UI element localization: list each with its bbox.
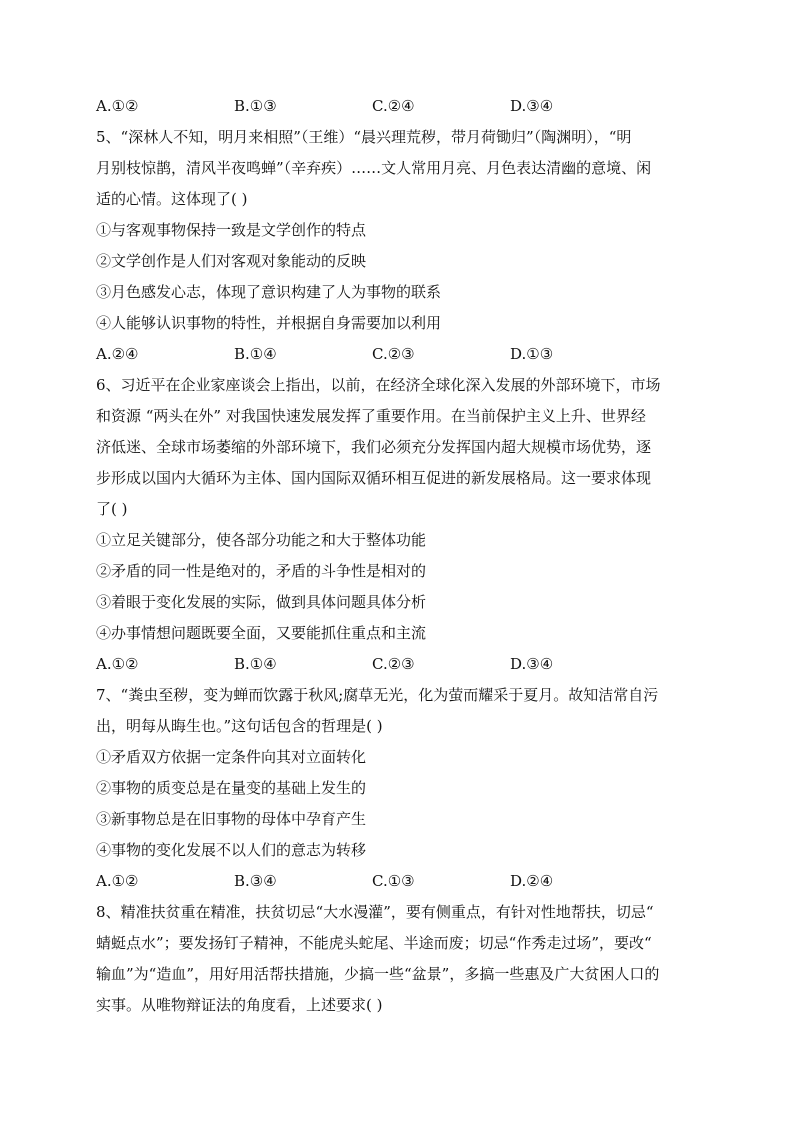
q5-option-a: A.②④: [96, 345, 139, 363]
q7-stem-line: 7、“粪虫至秽，变为蝉而饮露于秋风;腐草无光，化为萤而耀采于夏月。故知洁常自污: [96, 686, 659, 704]
q6-option-a: A.①②: [96, 655, 139, 673]
q7-statement: ①矛盾双方依据一定条件向其对立面转化: [96, 748, 367, 766]
q6-stem-line: 济低迷、全球市场萎缩的外部环境下，我们必须充分发挥国内超大规模市场优势，逐: [96, 438, 652, 456]
q7-statement: ②事物的质变总是在量变的基础上发生的: [96, 779, 367, 797]
q8-stem-line: 8、精准扶贫重在精准，扶贫切忌“大水漫灌”，要有侧重点，有针对性地帮扶，切忌“: [96, 903, 654, 921]
q7-option-d: D.②④: [510, 872, 554, 890]
q7-options: [96, 871, 696, 891]
q4-option-c: C.②④: [372, 97, 415, 115]
q4-options: [96, 96, 696, 116]
q7-statement: ③新事物总是在旧事物的母体中孕育产生: [96, 810, 367, 828]
q6-stem-line: 和资源 “两头在外” 对我国快速发展发挥了重要作用。在当前保护主义上升、世界经: [96, 407, 646, 425]
q8-stem-line: 实事。从唯物辩证法的角度看，上述要求( ): [96, 996, 383, 1014]
q5-options: [96, 344, 696, 364]
q5-stem-line: 月别枝惊鹊，清风半夜鸣蝉”（辛弃疾）……文人常用月亮、月色表达清幽的意境、闲: [96, 159, 652, 177]
q5-option-b: B.①④: [234, 345, 277, 363]
q5-statement: ④人能够认识事物的特性，并根据自身需要加以利用: [96, 314, 442, 332]
q6-stem-line: 步形成以国内大循环为主体、国内国际双循环相互促进的新发展格局。这一要求体现: [96, 469, 652, 487]
q6-statement: ④办事情想问题既要全面，又要能抓住重点和主流: [96, 624, 427, 642]
q5-statement: ①与客观事物保持一致是文学创作的特点: [96, 221, 367, 239]
q7-option-c: C.①③: [372, 872, 415, 890]
q4-option-a: A.①②: [96, 97, 139, 115]
q6-statement: ①立足关键部分，使各部分功能之和大于整体功能: [96, 531, 427, 549]
q6-statement: ②矛盾的同一性是绝对的，矛盾的斗争性是相对的: [96, 562, 427, 580]
q5-statement: ③月色感发心志，体现了意识构建了人为事物的联系: [96, 283, 442, 301]
q6-stem-line: 6、习近平在企业家座谈会上指出，以前，在经济全球化深入发展的外部环境下，市场: [96, 376, 661, 394]
q6-stem-line: 了( ): [96, 500, 128, 518]
q6-option-c: C.②③: [372, 655, 415, 673]
q5-statement: ②文学创作是人们对客观对象能动的反映: [96, 252, 367, 270]
q4-option-d: D.③④: [510, 97, 554, 115]
q4-option-b: B.①③: [234, 97, 277, 115]
q6-option-b: B.①④: [234, 655, 277, 673]
q8-stem-line: 输血”为“造血”，用好用活帮扶措施，少搞一些“盆景”，多搞一些惠及广大贫困人口的: [96, 965, 660, 983]
q6-options: [96, 654, 696, 674]
q5-option-d: D.①③: [510, 345, 554, 363]
q5-stem-line: 适的心情。这体现了( ): [96, 190, 248, 208]
q7-option-b: B.③④: [234, 872, 277, 890]
q7-option-a: A.①②: [96, 872, 139, 890]
q6-statement: ③着眼于变化发展的实际，做到具体问题具体分析: [96, 593, 427, 611]
q8-stem-line: 蜻蜓点水”；要发扬钉子精神，不能虎头蛇尾、半途而废；切忌“作秀走过场”，要改“: [96, 934, 652, 952]
q6-option-d: D.③④: [510, 655, 554, 673]
q7-statement: ④事物的变化发展不以人们的意志为转移: [96, 841, 367, 859]
q5-option-c: C.②③: [372, 345, 415, 363]
q7-stem-line: 出，明每从晦生也。”这句话包含的哲理是( ): [96, 717, 383, 735]
q5-stem-line: 5、“深林人不知，明月来相照”（王维）“晨兴理荒秽，带月荷锄归”（陶渊明），“明: [96, 128, 632, 146]
